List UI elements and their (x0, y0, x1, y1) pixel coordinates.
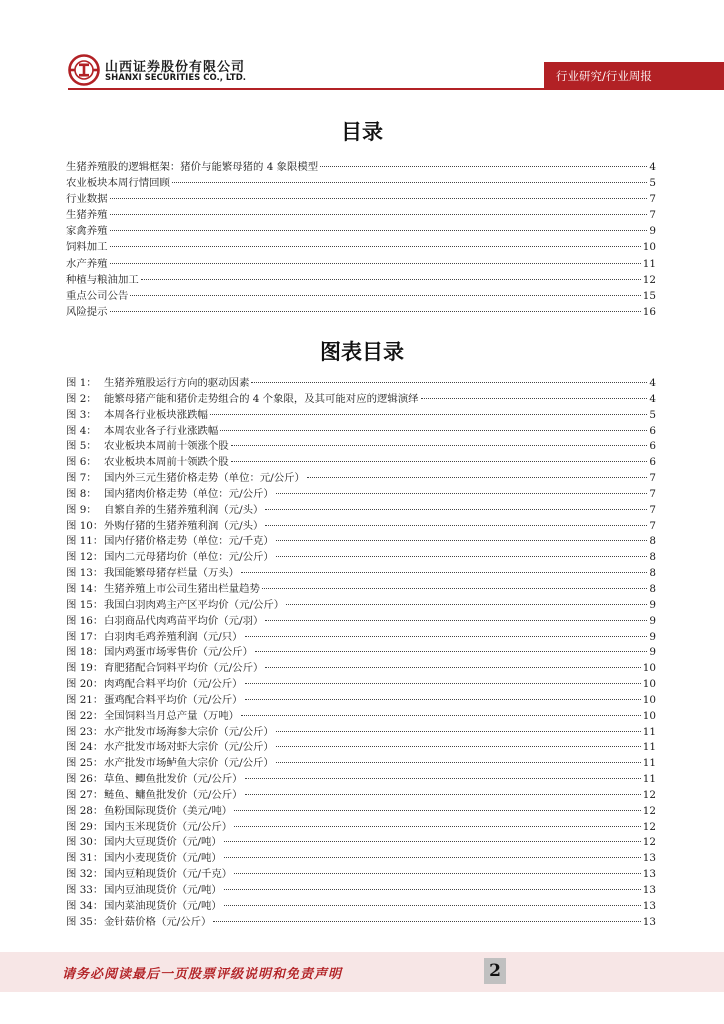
dot-leader (265, 667, 640, 668)
toc-entry-title: 种植与粮油加工 (66, 273, 139, 286)
figure-number: 图 35： (66, 915, 104, 928)
figure-number: 图 4： (66, 424, 97, 437)
page-ref: 7 (649, 487, 656, 500)
figure-title: 农业板块本周前十领跌个股 (104, 456, 229, 469)
figure-title: 水产批发市场鲈鱼大宗价（元/公斤） (104, 757, 274, 770)
figure-entry[interactable] (66, 519, 656, 535)
page-ref: 6 (649, 424, 656, 437)
page-ref: 10 (642, 693, 656, 706)
figure-entry[interactable] (66, 408, 656, 424)
figure-list-title: 图表目录 (320, 340, 404, 364)
toc-entry[interactable] (66, 159, 656, 175)
figure-title: 本周各行业板块涨跌幅 (104, 408, 208, 421)
figure-entry[interactable] (66, 851, 656, 867)
dot-leader (265, 509, 647, 510)
toc-entry-title: 风险提示 (66, 305, 108, 318)
figure-entry[interactable] (66, 899, 656, 915)
page-ref: 7 (649, 209, 656, 222)
page-number: 2 (484, 958, 506, 984)
page-ref: 11 (642, 773, 656, 786)
figure-entry[interactable] (66, 772, 656, 788)
figure-entry[interactable] (66, 424, 656, 440)
figure-entry[interactable] (66, 376, 656, 392)
figure-number: 图 2： (66, 392, 97, 405)
page-ref: 10 (642, 678, 656, 691)
page-ref: 8 (649, 582, 656, 595)
figure-entry[interactable] (66, 677, 656, 693)
figure-title: 国内菜油现货价（元/吨） (104, 899, 222, 912)
dot-leader (231, 445, 648, 446)
dot-leader (110, 198, 648, 199)
dot-leader (224, 889, 641, 890)
page-ref: 9 (649, 225, 656, 238)
figure-number: 图 9： (66, 503, 97, 516)
company-logo (68, 54, 268, 90)
figure-entry[interactable] (66, 867, 656, 883)
figure-number: 图 31： (66, 852, 104, 865)
page-ref: 9 (649, 598, 656, 611)
figure-number: 图 20： (66, 678, 104, 691)
figure-title: 草鱼、鲫鱼批发价（元/公斤） (104, 773, 243, 786)
dot-leader (307, 477, 647, 478)
figure-list (66, 376, 656, 931)
page-ref: 12 (642, 836, 656, 849)
dot-leader (130, 295, 640, 296)
figure-number: 图 17： (66, 630, 104, 643)
figure-title: 水产批发市场对虾大宗价（元/公斤） (104, 741, 274, 754)
figure-number: 图 23： (66, 725, 104, 738)
dot-leader (110, 311, 641, 312)
dot-leader (255, 651, 647, 652)
dot-leader (210, 414, 647, 415)
dot-leader (245, 636, 648, 637)
figure-title: 全国饲料当月总产量（万吨） (104, 709, 240, 722)
page-ref: 4 (649, 161, 656, 173)
figure-title: 能繁母猪产能和猪价走势组合的 4 个象限，及其可能对应的逻辑演绎 (104, 392, 419, 405)
dot-leader (276, 493, 648, 494)
report-type-label: 行业研究/行业周报 (544, 62, 724, 90)
dot-leader (265, 620, 647, 621)
figure-title: 农业板块本周前十领涨个股 (104, 440, 229, 453)
figure-entry[interactable] (66, 661, 656, 677)
figure-entry[interactable] (66, 883, 656, 899)
figure-entry[interactable] (66, 725, 656, 741)
figure-number: 图 34： (66, 899, 104, 912)
page-ref: 15 (642, 289, 656, 302)
figure-entry[interactable] (66, 614, 656, 630)
page-ref: 10 (642, 241, 656, 254)
page-ref: 11 (642, 725, 656, 738)
figure-number: 图 27： (66, 788, 104, 801)
dot-leader (421, 398, 648, 399)
page-ref: 5 (649, 408, 656, 421)
figure-number: 图 21： (66, 693, 104, 706)
figure-entry[interactable] (66, 645, 656, 661)
figure-number: 图 13： (66, 567, 104, 580)
figure-entry[interactable] (66, 503, 656, 519)
page-ref: 7 (649, 519, 656, 532)
figure-title: 我国白羽肉鸡主产区平均价（元/公斤） (104, 598, 285, 611)
page-ref: 9 (649, 630, 656, 643)
page-header (0, 0, 724, 96)
figure-number: 图 19： (66, 662, 104, 675)
page-ref: 10 (642, 709, 656, 722)
dot-leader (276, 540, 648, 541)
page-ref: 5 (649, 177, 656, 190)
figure-title: 国内豆粕现货价（元/千克） (104, 868, 233, 881)
dot-leader (224, 841, 641, 842)
dot-leader (245, 683, 641, 684)
page-ref: 12 (642, 788, 656, 801)
figure-number: 图 15： (66, 598, 104, 611)
figure-entry[interactable] (66, 582, 656, 598)
toc-entry-title: 饲料加工 (66, 241, 108, 254)
figure-number: 图 8： (66, 487, 97, 500)
figure-title: 国内仔猪价格走势（单位：元/千克） (104, 535, 274, 548)
page-footer (0, 952, 724, 992)
figure-number: 图 22： (66, 709, 104, 722)
toc-entry[interactable] (66, 175, 656, 191)
figure-number: 图 32： (66, 868, 104, 881)
page-ref: 11 (642, 257, 656, 270)
figure-entry[interactable] (66, 835, 656, 851)
figure-entry[interactable] (66, 455, 656, 471)
page-ref: 9 (649, 614, 656, 627)
page-ref: 12 (642, 804, 656, 817)
dot-leader (110, 214, 648, 215)
page-ref: 7 (649, 472, 656, 485)
figure-title: 国内大豆现货价（元/吨） (104, 836, 222, 849)
figure-number: 图 10： (66, 519, 104, 532)
toc-list (66, 159, 656, 320)
page-ref: 7 (649, 193, 656, 206)
toc-entry-title: 生猪养殖股的逻辑框架：猪价与能繁母猪的 4 象限模型 (66, 161, 319, 173)
page-ref: 9 (649, 646, 656, 659)
dot-leader (320, 166, 647, 167)
toc-entry[interactable] (66, 207, 656, 223)
figure-number: 图 25： (66, 757, 104, 770)
figure-entry[interactable] (66, 487, 656, 503)
figure-number: 图 5： (66, 440, 97, 453)
dot-leader (262, 588, 648, 589)
page-ref: 8 (649, 567, 656, 580)
toc-entry-title: 生猪养殖 (66, 209, 108, 222)
figure-title: 国内外三元生猪价格走势（单位：元/公斤） (104, 472, 305, 485)
page-ref: 13 (642, 884, 656, 896)
page-ref: 4 (649, 392, 656, 405)
figure-entry[interactable] (66, 804, 656, 820)
figure-number: 图 12： (66, 551, 104, 564)
page-ref: 11 (642, 741, 656, 754)
figure-title: 外购仔猪的生猪养殖利润（元/头） (104, 519, 264, 532)
page-ref: 6 (649, 456, 656, 469)
dot-leader (265, 525, 647, 526)
figure-number: 图 24： (66, 741, 104, 754)
figure-title: 国内鸡蛋市场零售价（元/公斤） (104, 646, 253, 659)
toc-entry-title: 行业数据 (66, 193, 108, 206)
figure-number: 图 7： (66, 472, 97, 485)
figure-title: 国内玉米现货价（元/公斤） (104, 820, 233, 833)
figure-title: 国内豆油现货价（元/吨） (104, 884, 222, 896)
dot-leader (251, 382, 647, 383)
dot-leader (276, 556, 648, 557)
figure-number: 图 11： (66, 535, 104, 548)
dot-leader (231, 461, 648, 462)
page-ref: 10 (642, 662, 656, 675)
toc-entry[interactable] (66, 304, 656, 320)
dot-leader (141, 279, 641, 280)
figure-entry[interactable] (66, 598, 656, 614)
page-ref: 6 (649, 440, 656, 453)
figure-title: 金针菇价格（元/公斤） (104, 915, 212, 928)
toc-entry[interactable] (66, 256, 656, 272)
dot-leader (245, 699, 641, 700)
dot-leader (172, 182, 647, 183)
figure-title: 鱼粉国际现货价（美元/吨） (104, 804, 233, 817)
figure-entry[interactable] (66, 820, 656, 836)
page-ref: 13 (642, 915, 656, 928)
figure-number: 图 33： (66, 884, 104, 896)
dot-leader (241, 572, 647, 573)
company-name-cn: 山西证券股份有限公司 (105, 60, 246, 75)
page-ref: 16 (642, 305, 656, 318)
figure-title: 自繁自养的生猪养殖利润（元/头） (104, 503, 264, 516)
figure-entry[interactable] (66, 392, 656, 408)
page-ref: 11 (642, 757, 656, 770)
figure-number: 图 26： (66, 773, 104, 786)
figure-entry[interactable] (66, 693, 656, 709)
disclaimer-text: 请务必阅读最后一页股票评级说明和免责声明 (62, 967, 343, 982)
figure-title: 我国能繁母猪存栏量（万头） (104, 567, 240, 580)
figure-number: 图 6： (66, 456, 97, 469)
figure-number: 图 1： (66, 377, 97, 389)
dot-leader (110, 246, 641, 247)
page-ref: 12 (642, 273, 656, 286)
dot-leader (276, 731, 641, 732)
dot-leader (220, 430, 647, 431)
figure-entry[interactable] (66, 788, 656, 804)
toc-entry[interactable] (66, 272, 656, 288)
toc-entry-title: 家禽养殖 (66, 225, 108, 238)
figure-entry[interactable] (66, 566, 656, 582)
figure-entry[interactable] (66, 550, 656, 566)
page-ref: 8 (649, 535, 656, 548)
figure-entry[interactable] (66, 471, 656, 487)
figure-number: 图 30： (66, 836, 104, 849)
figure-title: 蛋鸡配合料平均价（元/公斤） (104, 693, 243, 706)
toc-entry-title: 重点公司公告 (66, 289, 129, 302)
figure-entry[interactable] (66, 630, 656, 646)
figure-title: 水产批发市场海参大宗价（元/公斤） (104, 725, 274, 738)
figure-title: 肉鸡配合料平均价（元/公斤） (104, 678, 243, 691)
figure-number: 图 3： (66, 408, 97, 421)
toc-entry[interactable] (66, 288, 656, 304)
figure-number: 图 28： (66, 804, 104, 817)
dot-leader (245, 778, 641, 779)
figure-number: 图 29： (66, 820, 104, 833)
shanxi-securities-logo-icon (68, 54, 100, 86)
toc-entry[interactable] (66, 223, 656, 239)
dot-leader (234, 826, 641, 827)
dot-leader (224, 905, 641, 906)
toc-title: 目录 (341, 120, 383, 144)
dot-leader (286, 604, 647, 605)
figure-entry[interactable] (66, 709, 656, 725)
figure-entry[interactable] (66, 756, 656, 772)
figure-title: 生猪养殖上市公司生猪出栏量趋势 (104, 582, 260, 595)
figure-title: 国内猪肉价格走势（单位：元/公斤） (104, 487, 274, 500)
figure-title: 本周农业各子行业涨跌幅 (104, 424, 219, 437)
figure-entry[interactable] (66, 915, 656, 931)
figure-title: 国内小麦现货价（元/吨） (104, 852, 222, 865)
figure-number: 图 18： (66, 646, 104, 659)
dot-leader (213, 921, 640, 922)
page-ref: 12 (642, 820, 656, 833)
page-ref: 8 (649, 551, 656, 564)
page-ref: 13 (642, 868, 656, 881)
dot-leader (276, 746, 641, 747)
toc-entry-title: 水产养殖 (66, 257, 108, 270)
page-ref: 13 (642, 852, 656, 865)
dot-leader (110, 263, 641, 264)
figure-entry[interactable] (66, 534, 656, 550)
dot-leader (276, 762, 641, 763)
figure-title: 育肥猪配合饲料平均价（元/公斤） (104, 662, 264, 675)
dot-leader (245, 794, 641, 795)
toc-entry[interactable] (66, 191, 656, 207)
figure-title: 鲢鱼、鳙鱼批发价（元/公斤） (104, 788, 243, 801)
dot-leader (110, 230, 648, 231)
figure-title: 生猪养殖股运行方向的驱动因素 (104, 377, 250, 389)
header-divider (68, 88, 544, 90)
figure-title: 白羽商品代肉鸡苗平均价（元/羽） (104, 614, 264, 627)
company-name-en: SHANXI SECURITIES CO., LTD. (105, 73, 247, 83)
dot-leader (241, 715, 641, 716)
dot-leader (224, 857, 641, 858)
toc-entry[interactable] (66, 239, 656, 255)
figure-entry[interactable] (66, 439, 656, 455)
dot-leader (234, 873, 641, 874)
page-ref: 4 (649, 377, 656, 389)
figure-title: 国内二元母猪均价（单位：元/公斤） (104, 551, 274, 564)
figure-number: 图 14： (66, 582, 104, 595)
toc-entry-title: 农业板块本周行情回顾 (66, 177, 170, 190)
figure-entry[interactable] (66, 740, 656, 756)
dot-leader (234, 810, 641, 811)
page-ref: 7 (649, 503, 656, 516)
figure-number: 图 16： (66, 614, 104, 627)
page-ref: 13 (642, 899, 656, 912)
figure-title: 白羽肉毛鸡养殖利润（元/只） (104, 630, 243, 643)
